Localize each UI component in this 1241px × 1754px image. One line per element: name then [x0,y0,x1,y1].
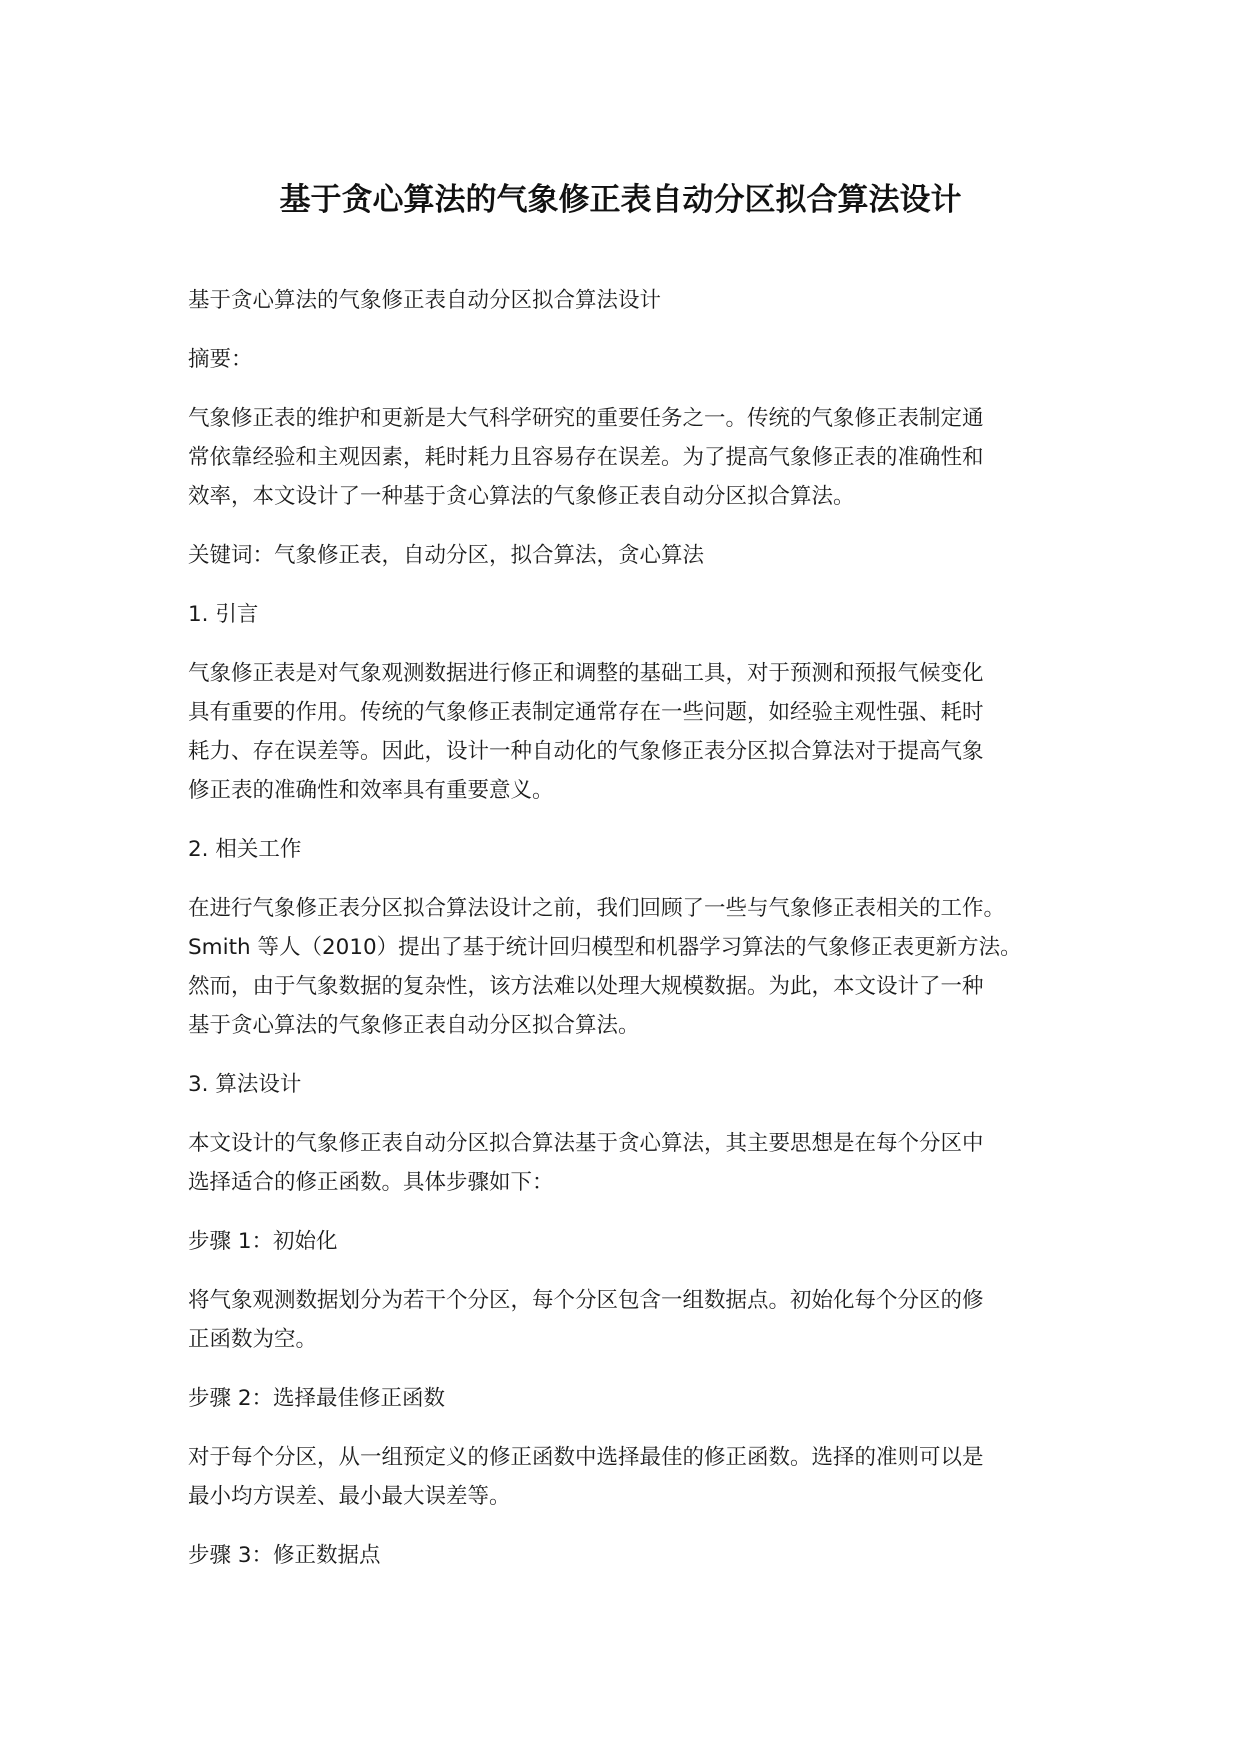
step-2-heading [188,1379,1068,1418]
text-line: 耗力、存在误差等。因此，设计一种自动化的气象修正表分区拟合算法对于提高气象 [188,739,984,764]
document-title: 基于贪心算法的气象修正表自动分区拟合算法设计 [279,182,962,218]
abstract-heading [188,340,1068,379]
text-line: 本文设计的气象修正表自动分区拟合算法基于贪心算法，其主要思想是在每个分区中 [188,1131,984,1156]
abstract-paragraph [188,399,1068,516]
text-line: 2. 相关工作 [188,837,302,862]
text-line: 正函数为空。 [188,1327,318,1352]
section-heading-related-work [188,830,1068,869]
keywords-paragraph [188,536,1068,575]
document-body [188,281,1068,1595]
section-heading-intro [188,595,1068,634]
text-line: 具有重要的作用。传统的气象修正表制定通常存在一些问题，如经验主观性强、耗时 [188,700,984,725]
text-line: 效率，本文设计了一种基于贪心算法的气象修正表自动分区拟合算法。 [188,484,855,509]
step-1-heading [188,1222,1068,1261]
intro-paragraph [188,654,1068,810]
text-line: 然而，由于气象数据的复杂性，该方法难以处理大规模数据。为此，本文设计了一种 [188,974,984,999]
text-line: 1. 引言 [188,602,259,627]
text-line: 气象修正表的维护和更新是大气科学研究的重要任务之一。传统的气象修正表制定通 [188,406,984,431]
text-line: 选择适合的修正函数。具体步骤如下： [188,1170,554,1195]
text-line: 步骤 3：修正数据点 [188,1543,381,1568]
text-line: Smith 等人（2010）提出了基于统计回归模型和机器学习算法的气象修正表更新方法。 [188,935,1022,960]
text-line: 修正表的准确性和效率具有重要意义。 [188,778,554,803]
text-line: 将气象观测数据划分为若干个分区，每个分区包含一组数据点。初始化每个分区的修 [188,1288,984,1313]
related-work-paragraph [188,889,1068,1045]
text-line: 3. 算法设计 [188,1072,302,1097]
text-line: 气象修正表是对气象观测数据进行修正和调整的基础工具，对于预测和预报气候变化 [188,661,984,686]
text-line: 对于每个分区，从一组预定义的修正函数中选择最佳的修正函数。选择的准则可以是 [188,1445,984,1470]
step-1-paragraph [188,1281,1068,1359]
text-line: 步骤 1：初始化 [188,1229,338,1254]
text-line: 摘要： [188,347,253,372]
text-line: 最小均方误差、最小最大误差等。 [188,1484,511,1509]
subtitle-paragraph [188,281,1068,320]
step-3-heading [188,1536,1068,1575]
algorithm-paragraph [188,1124,1068,1202]
text-line: 关键词：气象修正表，自动分区，拟合算法，贪心算法 [188,543,705,568]
text-line: 在进行气象修正表分区拟合算法设计之前，我们回顾了一些与气象修正表相关的工作。 [188,896,1006,921]
text-line: 基于贪心算法的气象修正表自动分区拟合算法。 [188,1013,640,1038]
text-line: 步骤 2：选择最佳修正函数 [188,1386,446,1411]
text-line: 常依靠经验和主观因素，耗时耗力且容易存在误差。为了提高气象修正表的准确性和 [188,445,984,470]
step-2-paragraph [188,1438,1068,1516]
section-heading-algorithm [188,1065,1068,1104]
text-line: 基于贪心算法的气象修正表自动分区拟合算法设计 [188,288,662,313]
